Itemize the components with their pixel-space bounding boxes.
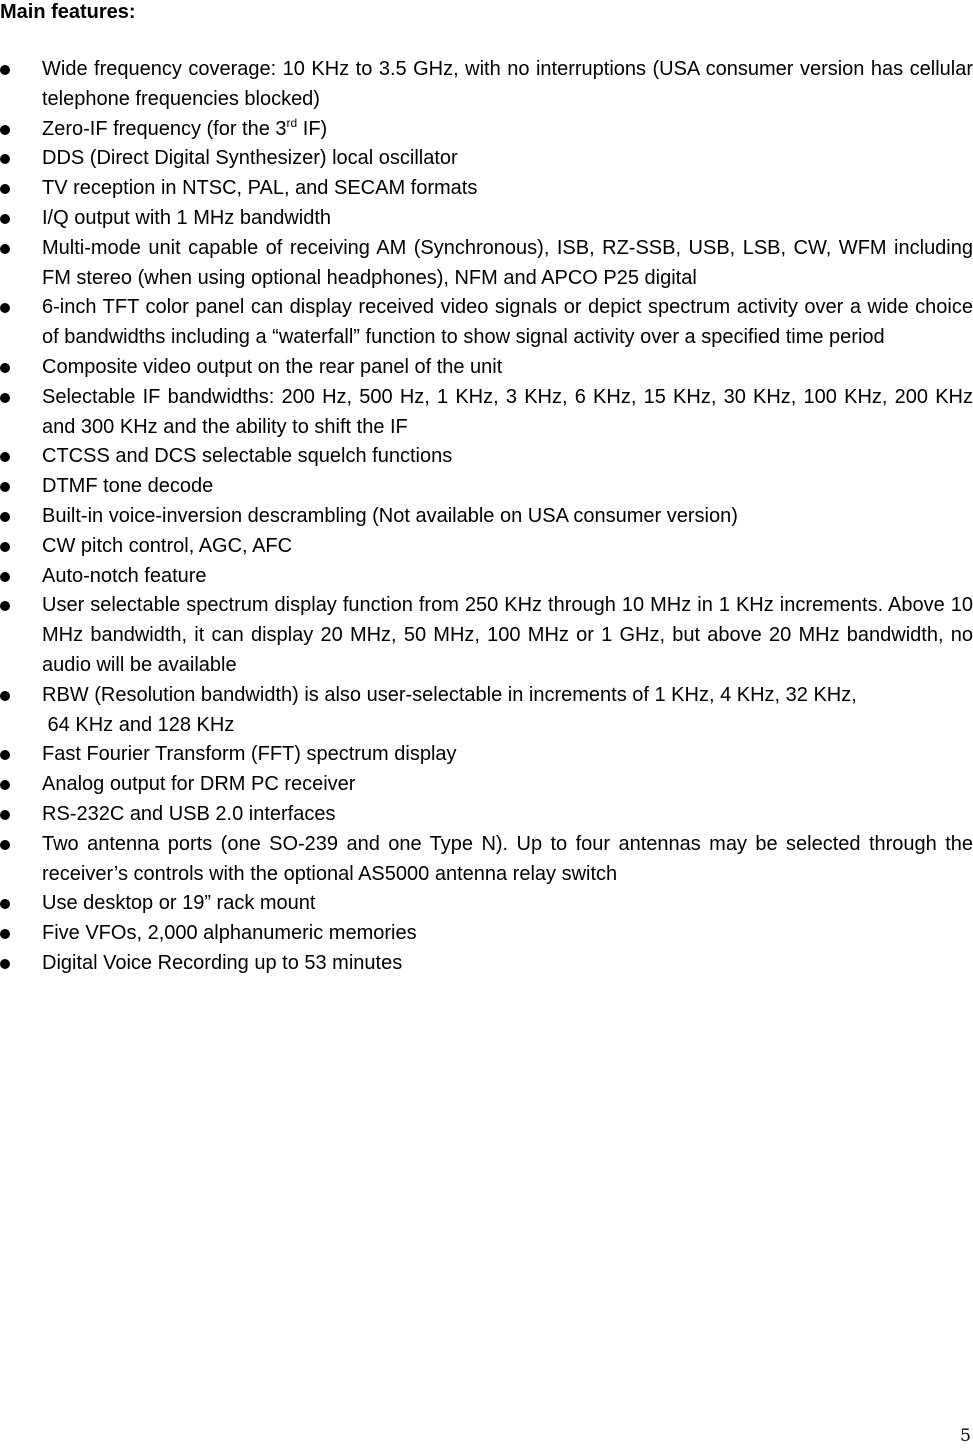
feature-text: TV reception in NTSC, PAL, and SECAM formats [42,177,478,200]
list-item [0,830,973,890]
feature-text: User selectable spectrum display function from 250 KHz through 10 MHz in 1 KHz increments. Above 10 MHz bandwidth, it can display 20 MHz, 50 MHz, 100 MHz or 1 GHz, but above 20 MHz bandwidth, no audio will be available [42,594,973,676]
bullet-icon [0,154,10,164]
bullet-icon [0,393,10,403]
bullet-icon [0,542,10,552]
bullet-icon [0,244,10,254]
list-item [0,502,973,532]
list-item [0,681,973,741]
list-item [0,562,973,592]
feature-text: Wide frequency coverage: 10 KHz to 3.5 GHz, with no interruptions (USA consumer version has cellular telephone frequencies blocked) [42,58,973,110]
feature-text: Analog output for DRM PC receiver [42,773,356,796]
list-item [0,740,973,770]
bullet-icon [0,65,10,75]
bullet-icon [0,452,10,462]
superscript-text: rd [286,115,298,130]
bullet-icon [0,125,10,135]
page-heading: Main features: [0,1,136,23]
bullet-icon [0,214,10,224]
feature-text: Five VFOs, 2,000 alphanumeric memories [42,922,417,945]
bullet-icon [0,691,10,701]
list-item [0,383,973,443]
list-item [0,472,973,502]
bullet-icon [0,184,10,194]
list-item [0,949,973,979]
feature-text: Composite video output on the rear panel of the unit [42,355,503,378]
list-item [0,889,973,919]
bullet-icon [0,929,10,939]
feature-text: Two antenna ports (one SO-239 and one Type N). Up to four antennas may be selected through the receiver’s controls with the optional AS5000 antenna relay switch [42,832,973,885]
feature-text: Use desktop or 19” rack mount [42,892,316,915]
feature-text: DTMF tone decode [42,475,214,498]
feature-text: RBW (Resolution bandwidth) is also user-selectable in increments of 1 KHz, 4 KHz, 32 KHz, [42,683,857,706]
bullet-icon [0,303,10,313]
list-item [0,353,973,383]
bullet-icon [0,810,10,820]
feature-text: Zero-IF frequency (for the 3 [42,117,287,140]
feature-text: RS-232C and USB 2.0 interfaces [42,802,336,825]
bullet-icon [0,482,10,492]
list-item [0,800,973,830]
bullet-icon [0,512,10,522]
feature-text: Selectable IF bandwidths: 200 Hz, 500 Hz, 1 KHz, 3 KHz, 6 KHz, 15 KHz, 30 KHz, 100 KHz, 200 KHz and 300 KHz and the ability to shift the IF [42,385,973,438]
bullet-icon [0,780,10,790]
list-item [0,115,973,145]
list-item [0,55,973,115]
list-item [0,204,973,234]
list-item [0,293,973,353]
bullet-icon [0,840,10,850]
feature-text: Built-in voice-inversion descrambling (Not available on USA consumer version) [42,504,738,527]
bullet-icon [0,899,10,909]
bullet-icon [0,363,10,373]
bullet-icon [0,601,10,611]
feature-text: CTCSS and DCS selectable squelch functions [42,445,453,468]
feature-text: IF) [297,117,328,140]
bullet-icon [0,572,10,582]
feature-list [0,55,973,979]
page-number: 5 [960,1426,971,1446]
list-item [0,442,973,472]
feature-text: 64 KHz and 128 KHz [42,713,235,736]
list-item [0,144,973,174]
list-item [0,919,973,949]
feature-text: Digital Voice Recording up to 53 minutes [42,951,403,974]
feature-text: I/Q output with 1 MHz bandwidth [42,206,332,229]
bullet-icon [0,750,10,760]
list-item [0,591,973,680]
list-item [0,770,973,800]
list-item [0,234,973,294]
feature-text: Auto-notch feature [42,564,207,587]
list-item [0,532,973,562]
bullet-icon [0,959,10,969]
list-item [0,174,973,204]
feature-text: Multi-mode unit capable of receiving AM (Synchronous), ISB, RZ-SSB, USB, LSB, CW, WFM including FM stereo (when using optional headphones), NFM and APCO P25 digital [42,236,973,289]
feature-text: 6-inch TFT color panel can display received video signals or depict spectrum activity over a wide choice of bandwidths including a “waterfall” function to show signal activity over a specified time period [42,296,973,349]
feature-text: CW pitch control, AGC, AFC [42,534,293,557]
feature-text: DDS (Direct Digital Synthesizer) local oscillator [42,147,458,170]
feature-text: Fast Fourier Transform (FFT) spectrum display [42,743,457,766]
